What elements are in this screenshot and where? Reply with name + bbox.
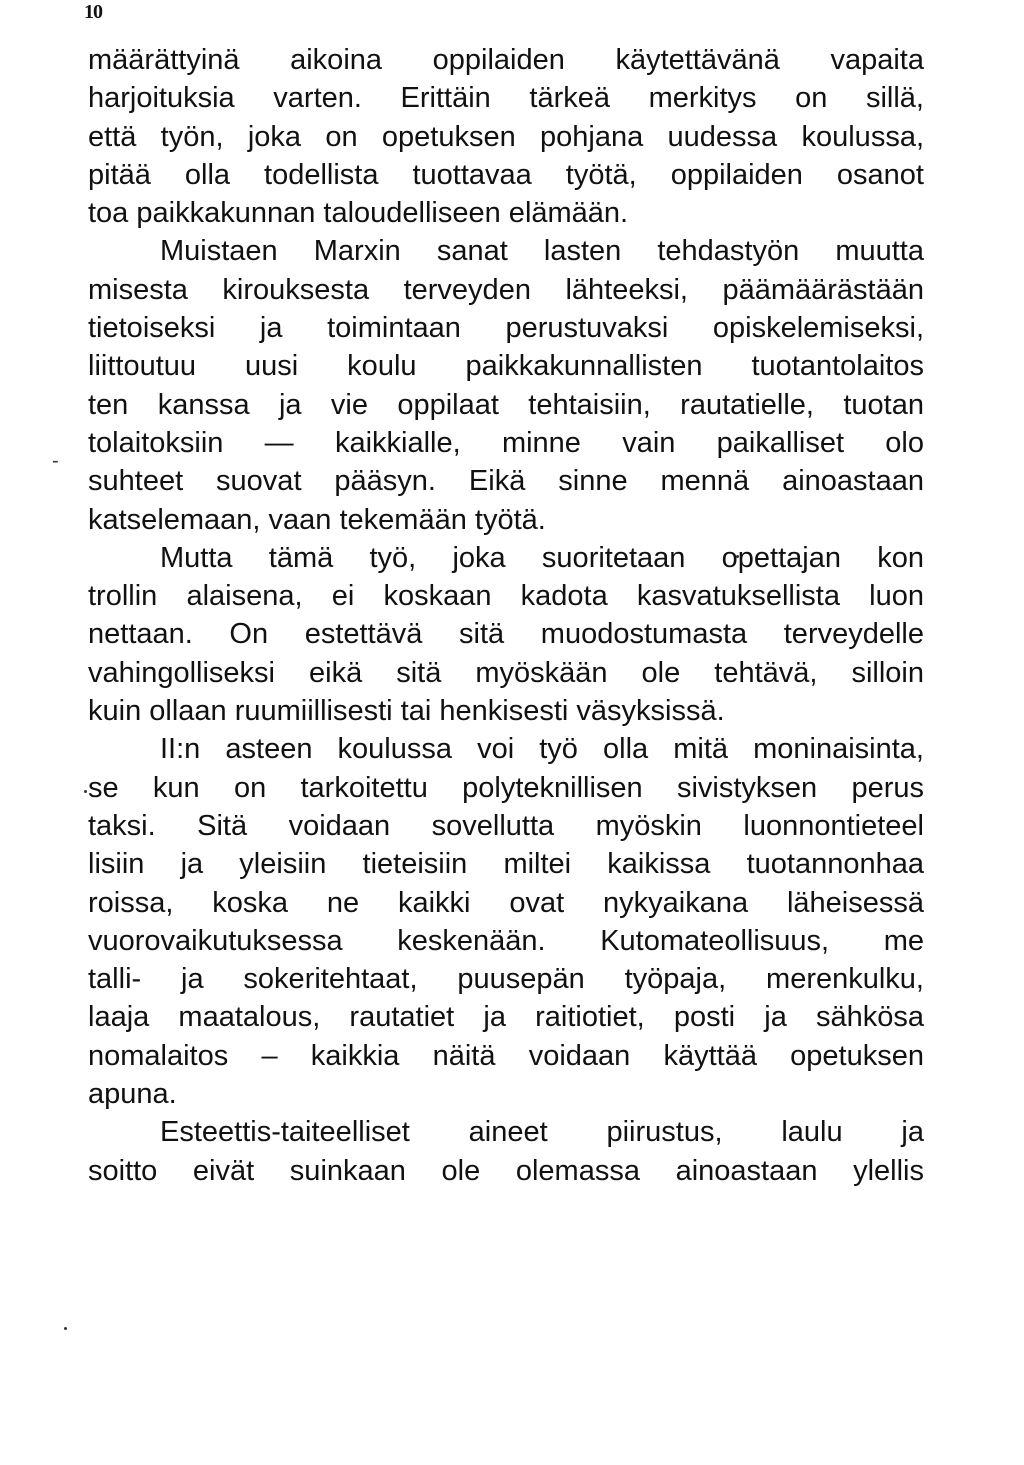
text-line: pitää olla todellista tuottavaa työtä, oppilaiden osanot [88,158,924,191]
text-line: roissa, koska ne kaikki ovat nykyaikana läheisessä [88,886,924,919]
text-line: taksi. Sitä voidaan sovellutta myöskin luonnontieteel [88,809,924,842]
text-line: tolaitoksiin — kaikkialle, minne vain paikalliset olo [88,426,924,459]
text-line: misesta kirouksesta terveyden lähteeksi, päämäärästään [88,273,924,306]
text-line: suhteet suovat pääsyn. Eikä sinne mennä ainoastaan [88,465,924,498]
text-line: vahingolliseksi eikä sitä myöskään ole tehtävä, silloin [88,656,924,689]
text-line: talli- ja sokeritehtaat, puusepän työpaja, merenkulku, [88,963,924,996]
text-line: soitto eivät suinkaan ole olemassa ainoastaan ylellis [88,1154,924,1187]
text-line: trollin alaisena, ei koskaan kadota kasvatuksellista luon [88,580,924,613]
margin-hyphen-mark: - [52,450,59,472]
text-line: tietoiseksi ja toimintaan perustuvaksi opiskelemiseksi, [88,312,924,345]
text-line: harjoituksia varten. Erittäin tärkeä merkitys on sillä, [88,82,924,115]
text-line: Muistaen Marxin sanat lasten tehdastyön muutta [160,235,924,268]
text-line: nomalaitos – kaikkia näitä voidaan käyttää opetuksen [88,1039,924,1072]
text-line: lisiin ja yleisiin tieteisiin miltei kaikissa tuotannonhaa [88,848,924,881]
text-line: II:n asteen koulussa voi työ olla mitä moninaisinta, [160,733,924,766]
text-line: katselemaan, vaan tekemään työtä. [88,503,546,536]
text-line: liittoutuu uusi koulu paikkakunnallisten tuotantolaitos [88,350,924,383]
page-number: 10 [84,1,102,23]
text-line: Esteettis-taiteelliset aineet piirustus, laulu ja [160,1116,924,1149]
dust-speck [84,790,87,793]
text-line: määrättyinä aikoina oppilaiden käytettävänä vapaita [88,44,924,76]
text-line: laaja maatalous, rautatiet ja raitiotiet, posti ja sähkösa [88,1001,924,1034]
text-line: ten kanssa ja vie oppilaat tehtaisiin, rautatielle, tuotan [88,388,924,421]
text-line: kuin ollaan ruumiillisesti tai henkisesti väsyksissä. [88,695,725,728]
text-line: apuna. [88,1078,177,1111]
text-line: se kun on tarkoitettu polyteknillisen sivistyksen perus [88,771,924,804]
text-line: toa paikkakunnan taloudelliseen elämään. [88,197,629,230]
dust-speck [64,1327,67,1330]
text-line: että työn, joka on opetuksen pohjana uudessa koulussa, [88,120,924,153]
body-text [88,41,924,1190]
text-line: vuorovaikutuksessa keskenään. Kutomateollisuus, me [88,924,924,957]
text-line: Mutta tämä työ, joka suoritetaan opettajan kon [160,541,924,574]
text-line: nettaan. On estettävä sitä muodostumasta terveydelle [88,618,924,651]
